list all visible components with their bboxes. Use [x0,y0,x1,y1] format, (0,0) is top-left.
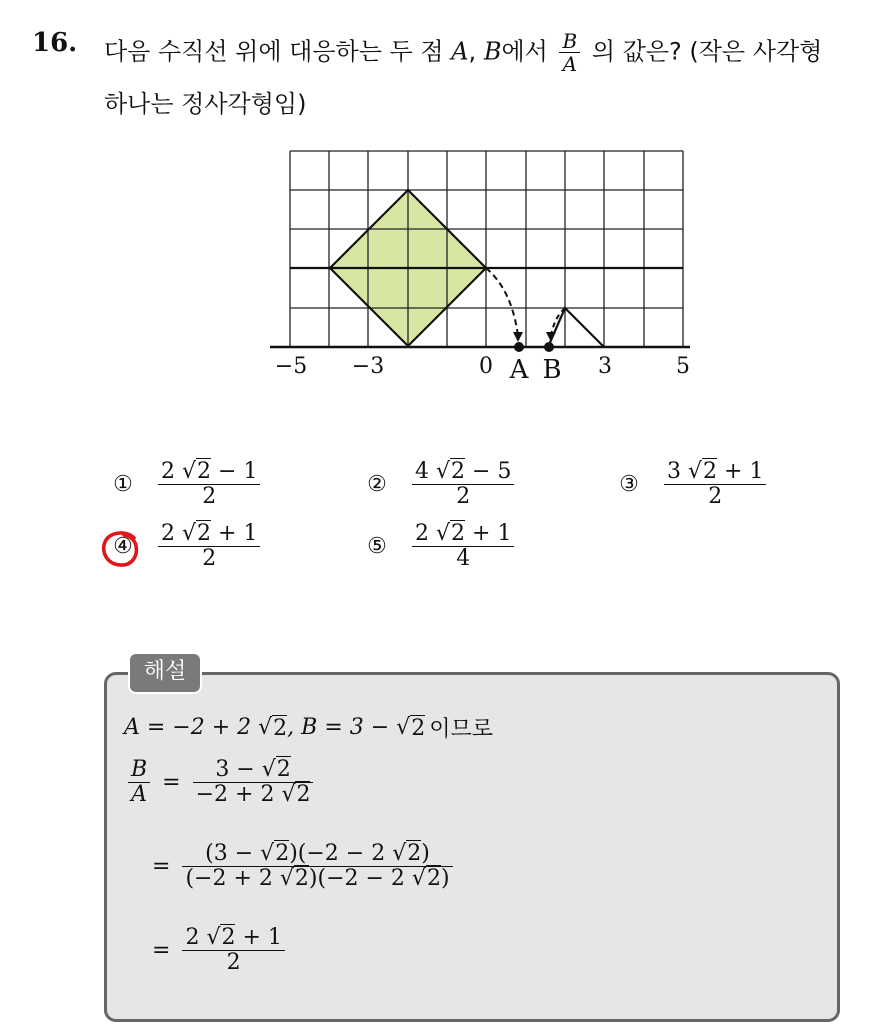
part: + 1 [235,925,282,950]
choice-den: 2 [708,484,723,510]
part: (−2 + 2 [185,866,280,892]
num: (3 − √2)(−2 − 2 √2) [182,842,452,867]
choice-fraction [158,522,260,571]
sol-lhs [128,758,150,807]
num-b: + 1 [717,459,764,484]
choice-fraction [158,460,260,509]
choice-marker: ⑤ [367,534,387,560]
choice-marker: ② [367,472,387,498]
part: 2 [185,925,207,950]
rad: 2 [221,925,236,950]
num-rad: 2 [703,459,718,484]
sol-frac [193,758,314,807]
point-b [544,342,554,352]
num-b: + 1 [465,521,512,546]
point-b-label: B [483,37,502,66]
question-prefix: 다음 수직선 위에 대응하는 두 점 [104,37,444,66]
num-b: − 1 [211,459,258,484]
choice-den: 2 [202,546,217,572]
answer-circle-mark [100,528,142,570]
choice-marker: ④ [113,534,133,560]
choice-fraction [412,460,514,509]
part: ) [421,841,430,866]
tick-label-a: A [509,355,529,385]
sol-frac [182,842,452,891]
solution-line2 [124,758,317,807]
den: −2 + 2 √2 [195,782,311,808]
ratio-num: B [559,30,580,53]
rad: 2 [407,841,422,866]
tick-label: −3 [351,354,385,379]
sol-a-def: A = −2 + 2 [124,715,252,740]
rad: 2 [273,715,288,741]
rad: 2 [276,757,291,782]
part: −2 + 2 [195,782,282,808]
question-text-line1 [104,30,822,75]
question-number: 16. [32,28,78,58]
eq: = [152,938,171,964]
choice-num: 4 √2 − 5 [412,460,514,485]
solution-line3 [152,842,457,891]
num-a: 2 [161,521,182,546]
arc-a [486,268,518,336]
num-b: + 1 [211,521,258,546]
choice-3[interactable] [616,460,770,509]
num: 3 − √2 [193,758,314,783]
num: 2 √2 + 1 [182,926,284,951]
num-a: 4 [415,459,436,484]
choice-num: 2 √2 − 1 [158,460,260,485]
point-a-label: A [451,37,469,66]
choice-den: 2 [202,484,217,510]
solution-line4 [152,926,289,975]
question-text-line2: 하나는 정사각형임) [104,90,307,118]
sol-b-def: , B = 3 − [287,715,390,740]
question-suffix: 의 값은? (작은 사각형 [591,37,823,66]
tick-label: 3 [598,354,612,379]
rad: 2 [275,841,290,866]
choice-1[interactable] [110,460,264,509]
num-b: − 5 [465,459,512,484]
number-line-figure [260,140,710,390]
rad: 2 [296,782,311,808]
den: 2 [226,950,241,976]
choice-2[interactable] [364,460,518,509]
lhs-den: A [131,782,148,808]
num-a: 3 [667,459,688,484]
num-rad: 2 [197,521,212,546]
tick-label: 0 [479,354,493,379]
part: ) [440,866,450,892]
num-rad: 2 [451,521,466,546]
point-a [514,342,524,352]
part: (3 − [205,841,261,866]
choice-fraction [664,460,766,509]
tick-label: −5 [274,354,308,379]
rad: 2 [426,866,441,892]
triangle-shape [548,308,604,347]
rad: 2 [411,715,426,741]
choice-den: 2 [456,484,471,510]
choice-num: 2 √2 + 1 [412,522,514,547]
num-a: 2 [415,521,436,546]
ratio-fraction [559,30,580,75]
sol-frac [182,926,284,975]
solution-line1: A = −2 + 2 √ 2 , B = 3 − √ 2 이므로 [124,712,493,743]
choice-marker: ③ [619,472,639,498]
choice-5[interactable] [364,522,518,571]
comma: , [468,37,477,66]
arrowhead-a [513,332,523,342]
num-rad: 2 [197,459,212,484]
rad: 2 [294,866,309,892]
ratio-den: A [562,52,578,76]
part: 3 − [215,757,262,782]
question-mid: 에서 [501,37,548,66]
choice-num: 2 √2 + 1 [158,522,260,547]
eq: = [152,854,171,880]
part: )(−2 − 2 [289,841,393,866]
tick-label-b: B [542,355,562,385]
choice-den: 4 [456,546,471,572]
sol-korean: 이므로 [429,717,493,742]
den: (−2 + 2 √2)(−2 − 2 √2) [185,866,450,892]
num-a: 2 [161,459,182,484]
tick-label: 5 [676,354,690,379]
solution-label: 해설 [128,652,202,694]
lhs-num: B [128,758,150,783]
choice-marker: ① [113,472,133,498]
choice-fraction [412,522,514,571]
part: )(−2 − 2 [308,866,412,892]
num-rad: 2 [451,459,466,484]
arrowhead-b [546,332,556,342]
eq: = [162,770,181,796]
choice-num: 3 √2 + 1 [664,460,766,485]
